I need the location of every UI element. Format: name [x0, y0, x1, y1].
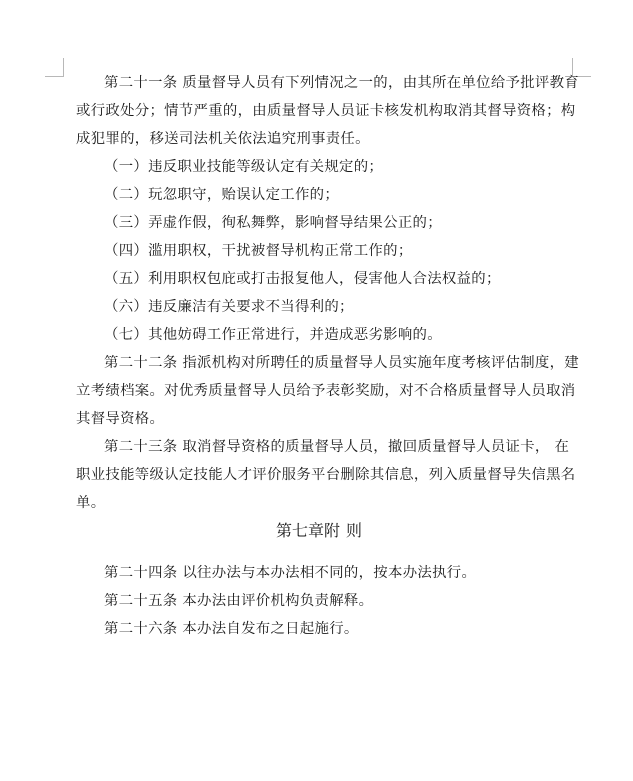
- list-item: （七）其他妨碍工作正常进行，并造成恶劣影响的。: [104, 327, 442, 343]
- list-item: （二）玩忽职守，贻误认定工作的；: [104, 187, 340, 203]
- article-21-line-3: 成犯罪的，移送司法机关依法追究刑事责任。: [76, 131, 370, 147]
- article-23-line-1: 第二十三条 取消督导资格的质量督导人员，撤回质量督导人员证卡， 在: [104, 439, 570, 455]
- list-item: （四）滥用职权，干扰被督导机构正常工作的；: [104, 243, 413, 259]
- article-26: 第二十六条 本办法自发布之日起施行。: [104, 621, 359, 637]
- chapter-heading: [76, 518, 562, 541]
- article-23-line-2: 职业技能等级认定技能人才评价服务平台删除其信息，列入质量督导失信黑名: [76, 467, 576, 483]
- article-22-line-2: 立考绩档案。对优秀质量督导人员给予表彰奖励，对不合格质量督导人员取消: [76, 383, 576, 399]
- crop-mark-top-left: [45, 58, 64, 77]
- article-21-line-2: 或行政处分；情节严重的，由质量督导人员证卡核发机构取消其督导资格；构: [76, 103, 576, 119]
- list-item: （三）弄虚作假，徇私舞弊，影响督导结果公正的；: [104, 215, 442, 231]
- article-21-line-1: 第二十一条 质量督导人员有下列情况之一的，由其所在单位给予批评教育: [104, 75, 579, 91]
- chapter-heading-part-1: 第七章附: [275, 521, 340, 540]
- article-23-line-3: 单。: [76, 495, 106, 511]
- list-item: （六）违反廉洁有关要求不当得利的；: [104, 299, 354, 315]
- article-24: 第二十四条 以往办法与本办法相不同的，按本办法执行。: [104, 565, 477, 581]
- chapter-heading-part-2: 则: [346, 521, 363, 540]
- list-item: （一）违反职业技能等级认定有关规定的；: [104, 159, 384, 175]
- article-25: 第二十五条 本办法由评价机构负责解释。: [104, 593, 374, 609]
- article-22-line-1: 第二十二条 指派机构对所聘任的质量督导人员实施年度考核评估制度，建: [104, 355, 579, 371]
- article-22-line-3: 其督导资格。: [76, 411, 165, 427]
- list-item: （五）利用职权包庇或打击报复他人，侵害他人合法权益的；: [104, 271, 501, 287]
